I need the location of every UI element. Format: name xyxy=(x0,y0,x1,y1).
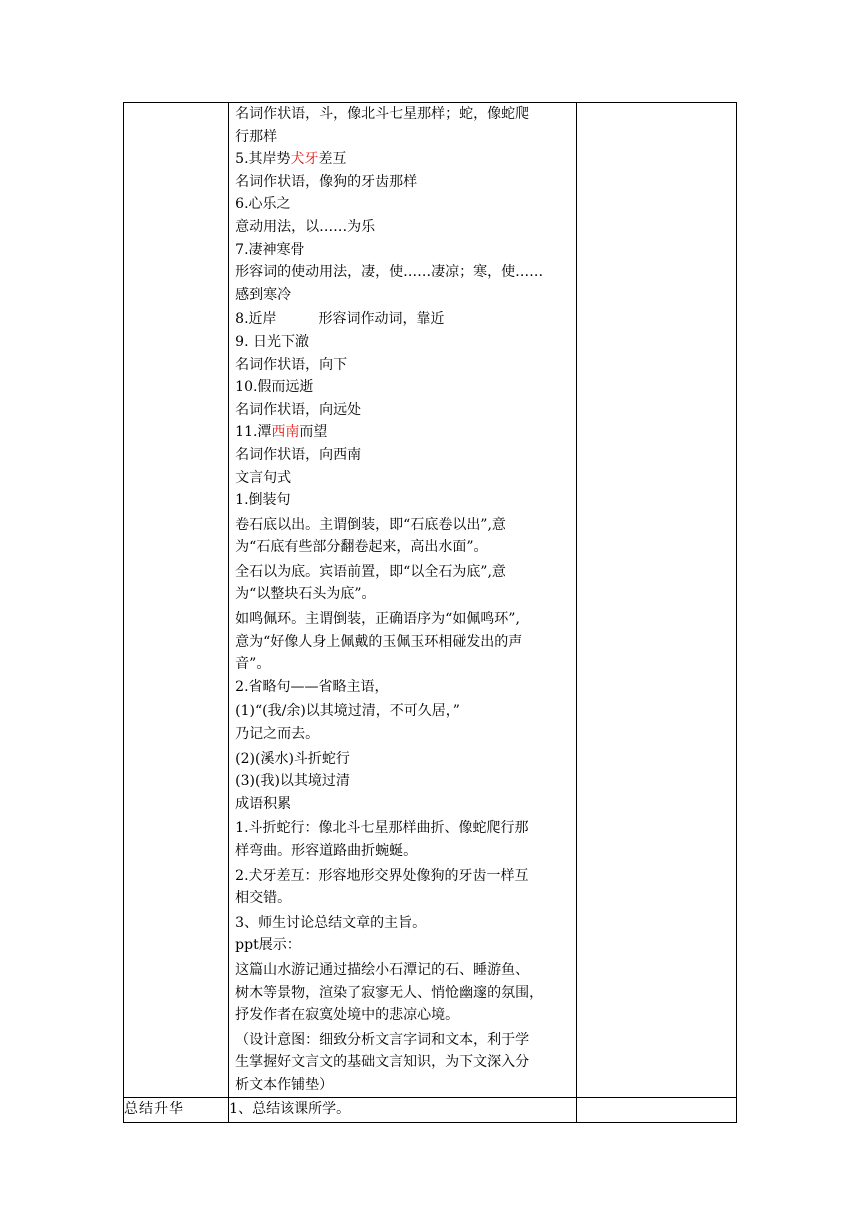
text-line: 2.省略句——省略主语， xyxy=(235,678,389,695)
text-line: 6.心乐之 xyxy=(235,196,291,213)
text-line: 如鸣佩环。主谓倒装，正确语序为“如佩鸣环”, xyxy=(235,611,520,628)
text-line: 9. 日光下澈 xyxy=(235,333,309,350)
text-line: ppt展示： xyxy=(235,937,301,954)
text-line: 意为“好像人身上佩戴的玉佩玉环相碰发出的声 xyxy=(235,633,523,650)
table-row xyxy=(124,1097,737,1122)
text-line: 感到寒冷 xyxy=(235,286,292,303)
text-line: 5.其岸势犬牙差互 xyxy=(235,151,347,168)
text-line: 名词作状语，斗，像北斗七星那样；蛇，像蛇爬 xyxy=(235,106,530,122)
text-line: 抒发作者在寂寞处境中的悲凉心境。 xyxy=(235,1007,460,1024)
text-line: 卷石底以出。主谓倒装，即“石底卷以出”,意 xyxy=(235,516,506,533)
notes-cell xyxy=(576,1097,736,1122)
text-line: 3、师生讨论总结文章的主旨。 xyxy=(235,914,427,931)
text-line: 析文本作铺垫） xyxy=(235,1076,334,1093)
text-line: 相交错。 xyxy=(235,890,292,907)
text-line: 名词作状语，向下 xyxy=(235,356,348,373)
text-line: 全石以为底。宾语前置，即“以全石为底”,意 xyxy=(235,563,506,580)
text-line: （设计意图：细致分析文言字词和文本，利于学 xyxy=(235,1031,530,1048)
text-line: 名词作状语，向远处 xyxy=(235,401,362,418)
summary-content: 1、总结该课所学。 xyxy=(229,1097,577,1122)
lesson-content xyxy=(229,103,576,1097)
text-line: 为“以整块石头为底”。 xyxy=(235,586,376,603)
notes-cell xyxy=(576,103,736,1098)
text-line: 名词作状语，像狗的牙齿那样 xyxy=(235,173,418,190)
section-heading: 文言句式 xyxy=(235,469,292,486)
text-line: 意动用法，以……为乐 xyxy=(235,218,376,235)
text-line: 10.假而远逝 xyxy=(235,379,314,396)
text-line: 名词作状语，向西南 xyxy=(235,446,362,463)
text-line: 为“石底有些部分翻卷起来，高出水面”。 xyxy=(235,539,488,556)
text-line: (3)(我)以其境过清 xyxy=(235,773,350,790)
section-heading: 成语积累 xyxy=(235,795,292,812)
text-line: 形容词的使动用法，凄，使……凄凉；寒，使…… xyxy=(235,264,544,281)
stage-cell xyxy=(124,103,229,1098)
text-line: 1.斗折蛇行：像北斗七星那样曲折、像蛇爬行那 xyxy=(235,820,529,837)
text-line: 行那样 xyxy=(235,128,278,145)
text-line: 这篇山水游记通过描绘小石潭记的石、睡游鱼、 xyxy=(235,961,530,978)
table-row xyxy=(124,103,737,1098)
text-line: 11.潭西南而望 xyxy=(235,424,328,441)
text-line: 2.犬牙差互：形容地形交界处像狗的牙齿一样互 xyxy=(235,867,529,884)
text-line: 乃记之而去。 xyxy=(235,726,320,743)
text-line: (2)(溪水)斗折蛇行 xyxy=(235,750,350,767)
text-line: 生掌握好文言文的基础文言知识，为下文深入分 xyxy=(235,1054,530,1071)
text-line: (1)“(我/余)以其境过清，不可久居，” xyxy=(235,703,460,720)
text-line: 树木等景物，渲染了寂寥无人、悄怆幽邃的氛围， xyxy=(235,984,544,1001)
text-line: 8.近岸 形容词作动词，靠近 xyxy=(235,311,445,328)
text-line: 7.凄神寒骨 xyxy=(235,241,305,258)
text-line: 样弯曲。形容道路曲折蜿蜒。 xyxy=(235,843,418,859)
summary-label: 总结升华 xyxy=(124,1097,229,1122)
text-line: 1.倒装句 xyxy=(235,492,291,509)
highlight-text: 犬牙 xyxy=(290,151,319,168)
text-line: 音”。 xyxy=(235,656,271,673)
lesson-plan-table xyxy=(123,102,737,1123)
content-cell xyxy=(229,103,577,1098)
highlight-text: 西南 xyxy=(271,424,300,441)
